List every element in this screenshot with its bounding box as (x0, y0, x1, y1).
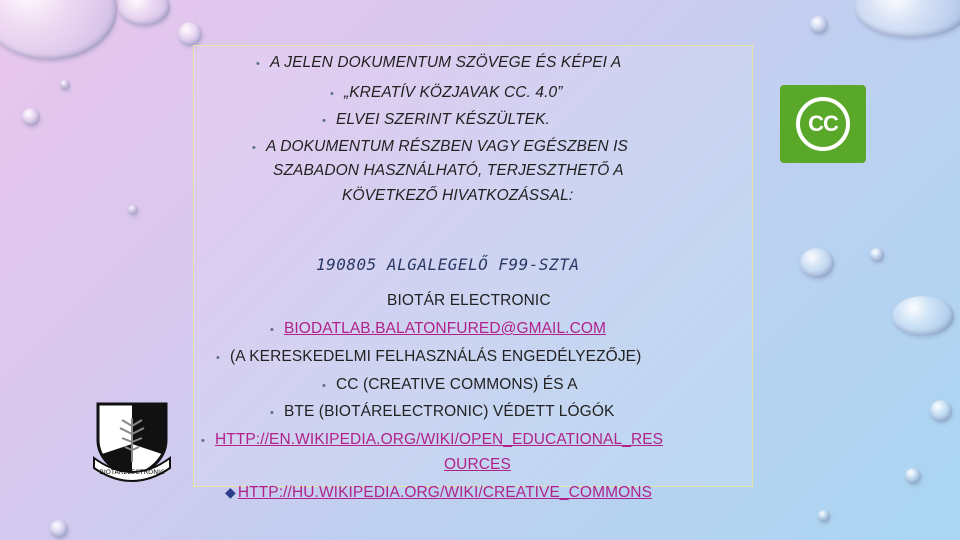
usage-text: SZABADON HASZNÁLHATÓ, TERJESZTHETŐ A (273, 162, 624, 179)
usage-line (252, 138, 628, 156)
license-line (322, 111, 550, 129)
bullet-icon: • (201, 435, 205, 447)
license-text: „KREATÍV KÖZJAVAK CC. 4.0” (343, 84, 563, 101)
usage-text: KÖVETKEZŐ HIVATKOZÁSSAL: (342, 187, 574, 204)
water-drop (930, 400, 952, 422)
water-drop (870, 248, 884, 262)
water-drop (50, 520, 68, 538)
email-link[interactable]: BIODATLAB.BALATONFURED@GMAIL.COM (283, 320, 607, 337)
license-text: ELVEI SZERINT KÉSZÜLTEK. (335, 111, 550, 128)
water-drop (178, 22, 202, 46)
bullet-icon: • (256, 58, 260, 70)
logos-line (270, 403, 614, 421)
crest-label: BIOTÁRELECTRONIC (99, 468, 165, 476)
publisher-text: BIOTÁR ELECTRONIC (387, 292, 551, 309)
cc-logo (780, 85, 866, 163)
water-drop (0, 0, 117, 60)
licensor-line (216, 348, 641, 366)
wiki-link-line (225, 484, 652, 502)
water-drop (905, 468, 921, 484)
cc-wiki-link[interactable]: HTTP://HU.WIKIPEDIA.ORG/WIKI/CREATIVE_COMMONS (237, 484, 653, 501)
wiki-link-line (444, 456, 511, 474)
bullet-icon: • (270, 324, 274, 336)
logos-text: BTE (BIOTÁRELECTRONIC) VÉDETT LÓGÓK (283, 403, 615, 420)
water-drop (128, 205, 138, 215)
diamond-bullet-icon: ◆ (225, 484, 236, 500)
water-drop (118, 0, 170, 26)
cc-logo-text: CC (808, 111, 838, 136)
document-heading: 190805 ALGALEGELŐ F99-SZTA (316, 255, 580, 274)
cc-circle-icon (796, 97, 850, 151)
oer-wiki-link[interactable]: HTTP://EN.WIKIPEDIA.ORG/WIKI/OPEN_EDUCATIONAL_RES (214, 431, 664, 448)
biotar-crest-logo (92, 400, 172, 484)
logos-line (322, 376, 578, 394)
usage-line (273, 162, 624, 180)
license-line (256, 54, 621, 72)
licensor-text: (A KERESKEDELMI FELHASZNÁLÁS ENGEDÉLYEZŐJE) (229, 348, 642, 365)
water-drop (810, 16, 828, 34)
usage-line (342, 187, 573, 205)
email-line (270, 320, 606, 338)
bullet-icon: • (270, 407, 274, 419)
logos-text: CC (CREATIVE COMMONS) ÉS A (335, 376, 578, 393)
wiki-link-line (201, 431, 663, 449)
bullet-icon: • (330, 88, 334, 100)
bullet-icon: • (322, 115, 326, 127)
water-drop (60, 80, 70, 90)
bullet-icon: • (322, 380, 326, 392)
bullet-icon: • (252, 142, 256, 154)
license-line (330, 84, 562, 102)
usage-text: A DOKUMENTUM RÉSZBEN VAGY EGÉSZBEN IS (265, 138, 628, 155)
water-drop (818, 510, 830, 522)
water-drop (892, 296, 954, 336)
water-drop (800, 248, 834, 278)
bullet-icon: • (216, 352, 220, 364)
water-drop (22, 108, 40, 126)
water-drop (855, 0, 960, 38)
oer-wiki-link-continued[interactable]: OURCES (444, 456, 511, 473)
license-text: A JELEN DOKUMENTUM SZÖVEGE ÉS KÉPEI A (269, 54, 622, 71)
publisher-line (387, 292, 551, 310)
